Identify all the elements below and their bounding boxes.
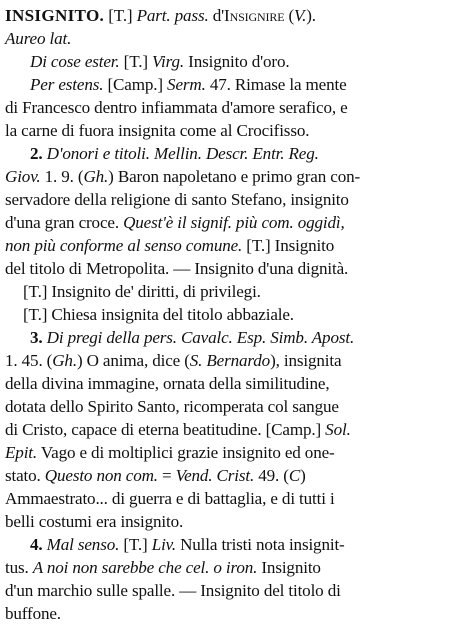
entry-text: [T.] Insignito: [242, 236, 335, 255]
usage-note: non più conforme al senso comune.: [5, 236, 243, 255]
citation-source: Giov.: [5, 167, 41, 186]
entry-line: [5, 234, 462, 257]
usage-note: Questo non com.: [44, 466, 158, 485]
entry-line: [5, 4, 462, 27]
headword: INSIGNITO.: [5, 6, 105, 25]
sense-number: 2.: [30, 144, 47, 163]
entry-line: [5, 441, 462, 464]
entry-line: [5, 165, 462, 188]
entry-text: [T.] Chiesa insignita del titolo abbaziale.: [23, 305, 294, 324]
entry-text: la carne di fuora insignita come al Crocifisso.: [5, 121, 310, 140]
citation-source: Sol.: [325, 420, 351, 439]
cross-reference-abbr: V.: [294, 6, 307, 25]
citation-tag: Gh.: [52, 351, 77, 370]
citation-source: Liv.: [151, 535, 176, 554]
entry-line: [5, 418, 462, 441]
citation-tag: C: [288, 466, 301, 485]
source-tag: [T.]: [104, 6, 137, 25]
entry-text: della divina immagine, ornata della similitudine,: [5, 374, 330, 393]
entry-line: [5, 142, 462, 165]
entry-line: [5, 510, 462, 533]
sense-label: D'onori e titoli.: [46, 144, 150, 163]
grammar-note: Part. pass.: [136, 6, 209, 25]
entry-line: [5, 533, 462, 556]
entry-line: [5, 119, 462, 142]
entry-text: ) Baron napoletano e primo gran con-: [108, 167, 361, 186]
quoted-author: S. Bernardo: [189, 351, 271, 370]
entry-text: stato.: [5, 466, 45, 485]
etymology-note: Aureo lat.: [5, 29, 72, 48]
entry-text: buffone.: [5, 604, 61, 623]
entry-text: Vago e di moltiplici grazie insignito ed one-: [37, 443, 335, 462]
citation-source: Epit.: [5, 443, 38, 462]
entry-text: ), insignita: [270, 351, 342, 370]
entry-line: [5, 326, 462, 349]
entry-line: [5, 579, 462, 602]
entry-text: (: [284, 6, 295, 25]
citation-source: Virg.: [152, 52, 185, 71]
entry-text: ) O anima, dice (: [76, 351, 190, 370]
entry-text: d': [208, 6, 225, 25]
entry-text: 1. 45. (: [5, 351, 53, 370]
citation-source: Vend. Crist.: [175, 466, 255, 485]
entry-line: [5, 372, 462, 395]
entry-text: ): [300, 466, 306, 485]
entry-text: Ammaestrato... di guerra e di battaglia, e di tutti i: [5, 489, 335, 508]
sense-label: Per estens.: [30, 75, 104, 94]
citation-source: Mellin. Descr. Entr. Reg.: [153, 144, 319, 163]
dictionary-entry: [5, 4, 462, 625]
entry-text: di Francesco dentro infiammata d'amore serafico, e: [5, 98, 348, 117]
entry-line: [5, 395, 462, 418]
entry-line: [5, 50, 462, 73]
usage-note: Quest'è il signif. più com. oggidì,: [123, 213, 345, 232]
sense-number: 3.: [30, 328, 47, 347]
entry-line: [5, 349, 462, 372]
sense-label: Di cose ester.: [30, 52, 120, 71]
entry-text: d'una gran croce.: [5, 213, 124, 232]
sense-label: Mal senso.: [46, 535, 120, 554]
entry-text: Nulla tristi nota insignit-: [175, 535, 345, 554]
entry-line: [5, 211, 462, 234]
entry-line: [5, 556, 462, 579]
entry-text: =: [157, 466, 176, 485]
entry-text: Insignito: [257, 558, 321, 577]
entry-text: del titolo di Metropolita. — Insignito d'una dignità.: [5, 259, 349, 278]
entry-line: [5, 464, 462, 487]
entry-text: 49. (: [254, 466, 289, 485]
source-tag: [T.]: [119, 535, 152, 554]
entry-text: Insignito d'oro.: [184, 52, 290, 71]
entry-line: [5, 257, 462, 280]
entry-line: [5, 27, 462, 50]
entry-line: [5, 303, 462, 326]
citation-source: Serm.: [167, 75, 206, 94]
usage-note: A noi non sarebbe che cel. o iron.: [32, 558, 258, 577]
entry-text: d'un marchio sulle spalle. — Insignito del titolo di: [5, 581, 341, 600]
entry-line: [5, 73, 462, 96]
entry-text: 1. 9. (: [40, 167, 84, 186]
entry-text: ).: [306, 6, 316, 25]
entry-text: dotata dello Spirito Santo, ricomperata col sangue: [5, 397, 339, 416]
sense-label: Di pregi della pers. Cavalc. Esp. Simb. Apost.: [46, 328, 355, 347]
citation-tag: Gh.: [83, 167, 109, 186]
entry-line: [5, 602, 462, 625]
entry-text: di Cristo, capace di eterna beatitudine. [Camp.]: [5, 420, 326, 439]
cross-reference: Insignire: [224, 6, 285, 25]
source-tag: [T.]: [119, 52, 153, 71]
entry-line: [5, 280, 462, 303]
entry-text: tus.: [5, 558, 33, 577]
entry-text: belli costumi era insignito.: [5, 512, 184, 531]
entry-line: [5, 487, 462, 510]
entry-text: servadore della religione di santo Stefano, insignito: [5, 190, 349, 209]
entry-text: 47. Rimase la mente: [205, 75, 347, 94]
entry-text: [T.] Insignito de' diritti, di privilegi.: [23, 282, 261, 301]
sense-number: 4.: [30, 535, 47, 554]
entry-line: [5, 188, 462, 211]
source-tag: [Camp.]: [103, 75, 168, 94]
entry-line: [5, 96, 462, 119]
